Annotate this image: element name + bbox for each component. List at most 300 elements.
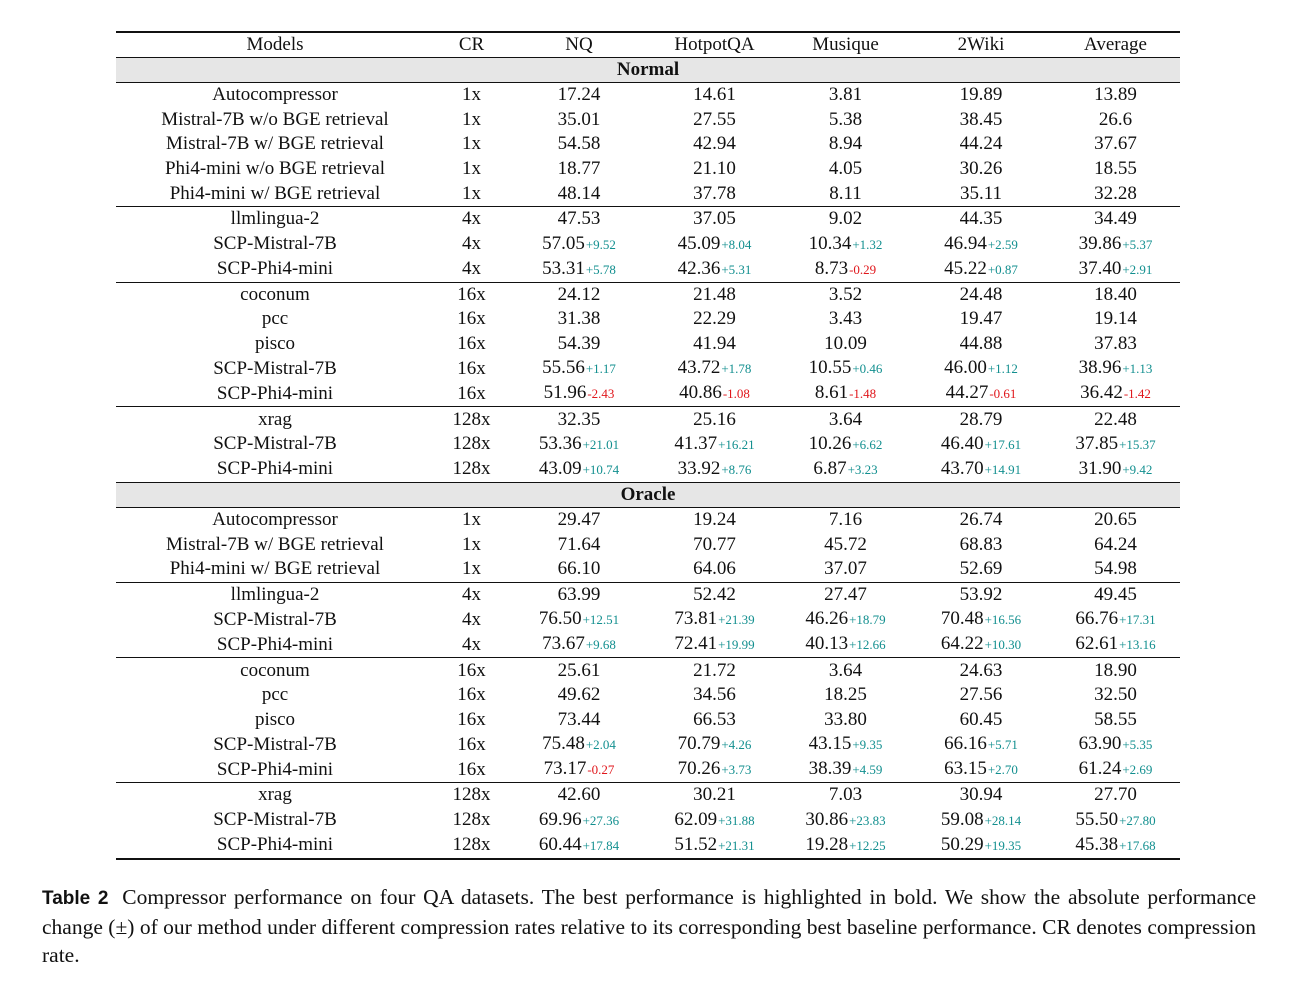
score-value: 19.47 xyxy=(959,308,1003,330)
score-cell xyxy=(1051,83,1180,108)
score-value: 29.47 xyxy=(557,509,601,531)
table-row xyxy=(116,607,1180,632)
section-title: Normal xyxy=(116,58,1180,83)
score-value: 73.44 xyxy=(557,708,601,730)
table-row xyxy=(116,157,1180,182)
score-value: 37.83 xyxy=(1094,333,1137,355)
score-cell xyxy=(649,833,780,859)
model-name: Autocompressor xyxy=(212,509,338,531)
score-cell xyxy=(911,108,1051,133)
score-value: 70.77 xyxy=(693,533,736,555)
score-cell xyxy=(509,356,649,381)
score-value: 18.40 xyxy=(1094,283,1137,305)
score-value: 19.14 xyxy=(1094,308,1137,330)
compression-rate: 1x xyxy=(462,509,481,531)
score-cell xyxy=(649,157,780,182)
score-cell xyxy=(509,381,649,407)
score-value: 27.70 xyxy=(1094,784,1137,806)
score-value: 10.55 xyxy=(808,357,852,379)
score-cell xyxy=(509,307,649,332)
score-cell xyxy=(911,533,1051,558)
score-cell xyxy=(1051,757,1180,783)
score-value: 37.07 xyxy=(824,558,867,580)
column-header: CR xyxy=(434,32,509,58)
score-cell xyxy=(911,356,1051,381)
score-value: 27.47 xyxy=(824,584,867,606)
score-delta: +15.37 xyxy=(1119,436,1156,452)
score-cell xyxy=(780,282,911,307)
score-value: 8.61 xyxy=(814,382,849,404)
score-delta: +5.78 xyxy=(585,261,616,277)
score-value: 3.64 xyxy=(828,659,863,681)
score-value: 21.48 xyxy=(693,283,736,305)
compression-rate: 4x xyxy=(462,608,481,630)
score-cell xyxy=(649,607,780,632)
compression-rate: 16x xyxy=(457,733,486,755)
score-cell xyxy=(1051,658,1180,683)
score-cell xyxy=(780,432,911,457)
score-delta: +19.99 xyxy=(718,637,755,653)
score-value: 50.29 xyxy=(940,833,984,855)
model-name: Autocompressor xyxy=(212,84,338,106)
score-cell xyxy=(780,181,911,206)
score-cell xyxy=(1051,683,1180,708)
score-delta: +27.80 xyxy=(1119,812,1156,828)
score-delta: +8.76 xyxy=(721,461,752,477)
score-delta: +9.42 xyxy=(1122,461,1153,477)
score-value: 3.64 xyxy=(828,408,863,430)
score-cell xyxy=(911,407,1051,432)
score-delta: +19.35 xyxy=(984,837,1022,853)
score-delta: +9.35 xyxy=(852,737,883,753)
score-value: 20.65 xyxy=(1094,509,1137,531)
score-cell xyxy=(911,332,1051,357)
score-value: 24.63 xyxy=(959,659,1003,681)
score-value: 66.53 xyxy=(693,708,736,730)
score-cell xyxy=(780,607,911,632)
compression-rate: 4x xyxy=(462,233,481,255)
score-delta: +13.16 xyxy=(1119,637,1156,653)
score-value: 21.72 xyxy=(693,659,736,681)
score-value: 44.27 xyxy=(945,382,989,404)
score-delta: +0.87 xyxy=(987,261,1018,277)
score-value: 46.40 xyxy=(940,432,984,454)
model-name: Phi4-mini w/o BGE retrieval xyxy=(164,158,386,180)
score-cell xyxy=(649,757,780,783)
score-cell xyxy=(1051,157,1180,182)
score-value: 19.28 xyxy=(805,833,849,855)
table-row xyxy=(116,206,1180,231)
score-value: 45.38 xyxy=(1075,833,1119,855)
results-table xyxy=(116,31,1180,860)
table-row xyxy=(116,658,1180,683)
score-delta: -1.48 xyxy=(849,386,877,402)
score-cell xyxy=(911,808,1051,833)
score-cell xyxy=(649,407,780,432)
score-cell xyxy=(509,732,649,757)
compression-rate: 16x xyxy=(457,357,486,379)
score-value: 41.37 xyxy=(674,432,718,454)
score-cell xyxy=(509,108,649,133)
score-value: 52.42 xyxy=(693,584,736,606)
compression-rate: 1x xyxy=(462,133,481,155)
table-row xyxy=(116,132,1180,157)
score-cell xyxy=(780,407,911,432)
compression-rate: 16x xyxy=(457,382,486,404)
score-delta: +1.17 xyxy=(585,361,616,377)
score-cell xyxy=(780,732,911,757)
compression-rate: 128x xyxy=(434,833,509,859)
score-cell xyxy=(780,658,911,683)
score-cell xyxy=(1051,181,1180,206)
score-value: 18.77 xyxy=(557,158,601,180)
score-cell xyxy=(1051,108,1180,133)
score-cell xyxy=(509,407,649,432)
score-value: 75.48 xyxy=(542,733,585,755)
compression-rate: 16x xyxy=(457,333,486,355)
score-cell xyxy=(649,282,780,307)
score-value: 24.12 xyxy=(557,283,601,305)
compression-rate: 128x xyxy=(452,458,491,480)
score-value: 63.15 xyxy=(944,758,987,780)
score-cell xyxy=(509,206,649,231)
table-row xyxy=(116,332,1180,357)
score-value: 45.22 xyxy=(944,257,987,279)
score-value: 52.69 xyxy=(959,558,1003,580)
score-cell xyxy=(1051,582,1180,607)
score-cell xyxy=(649,257,780,283)
score-delta: +5.71 xyxy=(987,737,1018,753)
score-cell xyxy=(780,507,911,532)
score-cell xyxy=(1051,132,1180,157)
score-delta: +2.91 xyxy=(1122,261,1153,277)
score-cell xyxy=(1051,307,1180,332)
score-delta: +27.36 xyxy=(582,812,620,828)
score-cell xyxy=(911,457,1051,483)
score-cell xyxy=(649,783,780,808)
score-value: 40.13 xyxy=(805,633,849,655)
score-value: 76.50 xyxy=(538,608,582,630)
caption-text: Compressor performance on four QA datasets. The best performance is highlighted in bold. We show the absolute performance change (±) of our method under different compression rates relative to its corresponding best baseline performance. CR denotes compression rate. xyxy=(42,885,1257,967)
score-cell xyxy=(649,732,780,757)
score-cell xyxy=(649,683,780,708)
score-cell xyxy=(649,507,780,532)
score-cell xyxy=(911,257,1051,283)
model-name: SCP-Mistral-7B xyxy=(213,733,337,755)
score-delta: +12.51 xyxy=(582,612,620,628)
score-cell xyxy=(509,757,649,783)
score-value: 37.05 xyxy=(693,208,736,230)
score-value: 46.26 xyxy=(805,608,849,630)
score-cell xyxy=(911,432,1051,457)
score-value: 58.55 xyxy=(1094,708,1137,730)
model-name: SCP-Phi4-mini xyxy=(216,458,334,480)
score-value: 43.15 xyxy=(808,733,852,755)
score-value: 10.26 xyxy=(808,432,852,454)
score-cell xyxy=(1051,332,1180,357)
table-row xyxy=(116,282,1180,307)
score-cell xyxy=(780,683,911,708)
score-cell xyxy=(649,432,780,457)
score-value: 30.21 xyxy=(693,784,736,806)
score-cell xyxy=(1051,708,1180,733)
score-value: 54.98 xyxy=(1094,558,1137,580)
score-value: 30.94 xyxy=(959,784,1003,806)
model-name: pcc xyxy=(261,308,289,330)
score-value: 55.50 xyxy=(1075,808,1119,830)
score-value: 62.61 xyxy=(1075,633,1119,655)
score-cell xyxy=(649,83,780,108)
compression-rate: 16x xyxy=(457,708,486,730)
model-name: SCP-Phi4-mini xyxy=(216,633,334,655)
score-delta: +17.84 xyxy=(582,837,620,853)
score-cell xyxy=(911,757,1051,783)
score-value: 46.94 xyxy=(944,232,987,254)
score-delta: +21.39 xyxy=(718,612,755,628)
score-value: 62.09 xyxy=(674,808,718,830)
section-row xyxy=(116,58,1180,83)
score-delta: +17.61 xyxy=(984,436,1022,452)
model-name: llmlingua-2 xyxy=(116,582,434,607)
score-cell xyxy=(509,232,649,257)
score-value: 73.81 xyxy=(674,608,718,630)
column-header: HotpotQA xyxy=(649,32,780,58)
score-delta: +12.66 xyxy=(849,637,886,653)
score-value: 53.36 xyxy=(538,432,582,454)
score-value: 37.67 xyxy=(1094,133,1137,155)
score-cell xyxy=(649,533,780,558)
score-value: 5.38 xyxy=(828,108,863,130)
table-row xyxy=(116,257,1180,283)
score-cell xyxy=(1051,282,1180,307)
score-value: 45.72 xyxy=(824,533,867,555)
score-cell xyxy=(1051,407,1180,432)
compression-rate: 16x xyxy=(457,758,486,780)
score-cell xyxy=(1051,557,1180,582)
score-cell xyxy=(911,132,1051,157)
table-row xyxy=(116,432,1180,457)
score-value: 26.6 xyxy=(1098,108,1133,130)
score-value: 55.56 xyxy=(542,357,585,379)
table-row xyxy=(116,307,1180,332)
score-cell xyxy=(911,507,1051,532)
score-cell xyxy=(649,332,780,357)
score-cell xyxy=(649,108,780,133)
score-delta: +16.21 xyxy=(718,436,755,452)
table-row xyxy=(116,833,1180,859)
model-name: Mistral-7B w/o BGE retrieval xyxy=(161,108,389,130)
score-cell xyxy=(780,582,911,607)
score-value: 71.64 xyxy=(557,533,601,555)
score-cell xyxy=(1051,732,1180,757)
compression-rate: 128x xyxy=(434,783,509,808)
compression-rate: 4x xyxy=(462,633,481,655)
score-delta: +21.31 xyxy=(718,837,755,853)
score-cell xyxy=(649,356,780,381)
score-cell xyxy=(780,757,911,783)
score-cell xyxy=(649,708,780,733)
score-cell xyxy=(911,783,1051,808)
score-delta: -1.42 xyxy=(1123,386,1151,402)
table-header xyxy=(116,32,1180,58)
score-value: 27.55 xyxy=(693,108,736,130)
score-cell xyxy=(649,381,780,407)
score-delta: +4.26 xyxy=(721,737,752,753)
score-value: 30.26 xyxy=(959,158,1003,180)
score-delta: +2.04 xyxy=(585,737,616,753)
score-value: 64.22 xyxy=(940,633,984,655)
score-cell xyxy=(509,683,649,708)
score-cell xyxy=(911,683,1051,708)
table-row xyxy=(116,533,1180,558)
score-value: 73.17 xyxy=(543,758,587,780)
score-delta: +10.30 xyxy=(984,637,1022,653)
score-cell xyxy=(780,557,911,582)
table-row xyxy=(116,181,1180,206)
score-cell xyxy=(911,307,1051,332)
compression-rate: 128x xyxy=(434,407,509,432)
score-value: 73.67 xyxy=(542,633,585,655)
score-value: 32.35 xyxy=(557,408,601,430)
score-cell xyxy=(911,582,1051,607)
score-value: 48.14 xyxy=(557,182,601,204)
score-value: 39.86 xyxy=(1078,232,1122,254)
score-value: 51.96 xyxy=(543,382,587,404)
score-cell xyxy=(649,181,780,206)
score-delta: -2.43 xyxy=(587,386,615,402)
score-cell xyxy=(780,533,911,558)
score-value: 53.92 xyxy=(959,584,1003,606)
score-value: 37.85 xyxy=(1075,432,1119,454)
score-value: 46.00 xyxy=(944,357,987,379)
score-value: 45.09 xyxy=(677,232,721,254)
score-delta: +5.35 xyxy=(1122,737,1153,753)
score-cell xyxy=(1051,808,1180,833)
score-value: 68.83 xyxy=(959,533,1003,555)
score-cell xyxy=(780,808,911,833)
score-cell xyxy=(911,833,1051,859)
score-delta: +1.32 xyxy=(852,236,883,252)
score-value: 30.86 xyxy=(805,808,849,830)
compression-rate: 16x xyxy=(434,282,509,307)
score-value: 57.05 xyxy=(542,232,585,254)
score-cell xyxy=(1051,356,1180,381)
compression-rate: 4x xyxy=(434,582,509,607)
score-value: 43.70 xyxy=(940,457,984,479)
score-delta: +23.83 xyxy=(849,812,886,828)
score-value: 35.11 xyxy=(959,182,1003,204)
model-name: SCP-Mistral-7B xyxy=(213,233,337,255)
column-header: Musique xyxy=(780,32,911,58)
score-value: 9.02 xyxy=(828,208,863,230)
score-cell xyxy=(1051,457,1180,483)
score-value: 42.94 xyxy=(693,133,736,155)
score-value: 34.56 xyxy=(693,684,736,706)
score-cell xyxy=(1051,632,1180,658)
score-value: 64.24 xyxy=(1094,533,1137,555)
score-cell xyxy=(649,808,780,833)
score-cell xyxy=(911,632,1051,658)
score-delta: +3.73 xyxy=(721,762,752,778)
table-row xyxy=(116,808,1180,833)
score-value: 61.24 xyxy=(1078,758,1122,780)
score-delta: +17.31 xyxy=(1119,612,1156,628)
score-delta: +1.78 xyxy=(721,361,752,377)
caption-label: Table 2 xyxy=(42,888,109,909)
score-value: 10.09 xyxy=(824,333,867,355)
score-value: 54.58 xyxy=(557,133,601,155)
compression-rate: 4x xyxy=(462,258,481,280)
score-value: 60.45 xyxy=(959,708,1003,730)
score-value: 8.94 xyxy=(828,133,863,155)
score-cell xyxy=(1051,533,1180,558)
score-delta: +18.79 xyxy=(849,612,886,628)
score-delta: +9.68 xyxy=(585,637,616,653)
score-delta: +8.04 xyxy=(721,236,752,252)
score-value: 28.79 xyxy=(959,408,1003,430)
section-title: Oracle xyxy=(116,482,1180,507)
score-cell xyxy=(780,708,911,733)
score-value: 3.52 xyxy=(828,283,863,305)
score-cell xyxy=(649,232,780,257)
score-cell xyxy=(649,457,780,483)
score-value: 38.45 xyxy=(959,108,1003,130)
score-cell xyxy=(509,533,649,558)
score-value: 49.62 xyxy=(557,684,601,706)
model-name: SCP-Mistral-7B xyxy=(213,809,337,831)
model-name: Mistral-7B w/ BGE retrieval xyxy=(166,133,384,155)
score-value: 69.96 xyxy=(538,808,582,830)
table-row xyxy=(116,757,1180,783)
score-delta: -1.08 xyxy=(722,386,750,402)
score-cell xyxy=(509,457,649,483)
score-cell xyxy=(1051,381,1180,407)
score-cell xyxy=(780,783,911,808)
score-value: 32.50 xyxy=(1094,684,1137,706)
score-value: 51.52 xyxy=(674,833,718,855)
score-cell xyxy=(911,658,1051,683)
score-delta: -0.61 xyxy=(989,386,1017,402)
score-cell xyxy=(1051,783,1180,808)
score-value: 66.10 xyxy=(557,558,601,580)
model-name: SCP-Phi4-mini xyxy=(216,258,334,280)
score-cell xyxy=(509,833,649,859)
score-cell xyxy=(509,157,649,182)
score-cell xyxy=(509,808,649,833)
score-value: 33.80 xyxy=(824,708,867,730)
score-delta: +6.62 xyxy=(852,436,883,452)
score-value: 34.49 xyxy=(1094,208,1137,230)
score-value: 44.35 xyxy=(959,208,1003,230)
score-value: 40.86 xyxy=(679,382,722,404)
compression-rate: 1x xyxy=(462,182,481,204)
score-cell xyxy=(509,632,649,658)
score-delta: +16.56 xyxy=(984,612,1022,628)
score-cell xyxy=(911,157,1051,182)
table-row xyxy=(116,457,1180,483)
score-value: 64.06 xyxy=(693,558,736,580)
score-cell xyxy=(911,181,1051,206)
table-row xyxy=(116,557,1180,582)
score-delta: +4.59 xyxy=(852,762,883,778)
compression-rate: 128x xyxy=(452,433,491,455)
score-cell xyxy=(780,108,911,133)
score-delta: +28.14 xyxy=(984,812,1022,828)
score-value: 42.60 xyxy=(557,784,601,806)
compression-rate: 16x xyxy=(434,658,509,683)
model-name: Phi4-mini w/ BGE retrieval xyxy=(169,558,381,580)
column-header: NQ xyxy=(509,32,649,58)
